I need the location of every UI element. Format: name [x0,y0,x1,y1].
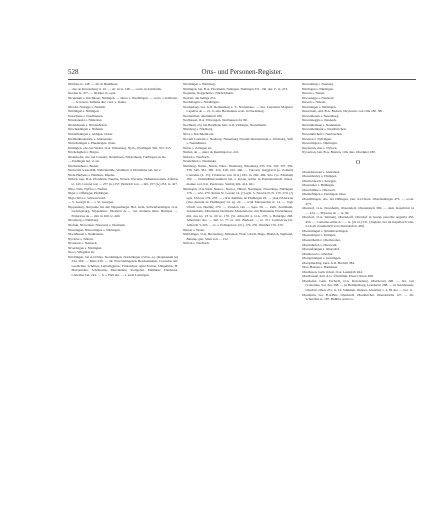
register-entry: Nuwnon s. Nyfringen. [302,136,332,141]
register-entry: Nödenhouen s. Nördenhofen. [68,122,108,127]
register-entry: Nuwenhouen s. Neuenberg. [302,113,340,118]
register-entry: Nogentie, Noggehem s. Nördeicheim. [183,91,234,96]
register-entry: Nuifen, de — unter de Reutlingen tz. 221. [183,150,240,155]
register-entry: Nuwenhemberk s. Neudörrichen. [302,127,347,132]
register-entry: Nödmanhouiessile s. Anlenanaie. [68,136,113,141]
register-entry: Oberbotdeach s. Striegen. [302,178,337,183]
register-entry: Nöde-Harbens s. Henburn, Mueler. [68,172,115,177]
register-entry: Nürnberg s. Nürnberg. [183,127,214,132]
register-entry: Nüsser s. Neuer. [183,227,205,232]
register-entry: Növe s. Kirchheim ein. [183,132,215,137]
register-entry: Nöscheklingen s. Nöheim. [68,127,104,132]
register-entry: Norbert, der heilige 231. [183,95,216,100]
page-title: Orts- und Personen-Register. [201,68,283,76]
register-entry: Nöttingen, bei. B.A. Pforzheim, Nelingen, Neilingen 331. 136. dez. E. tz. 473. [183,86,288,91]
register-entry: Oberdillingen, obs. bei Dillingen, bair. A.O.Stetz. Oberdisslingen 473. — scola. 473. [302,197,414,206]
register-entry: Nasachene s. Nordhausen. [68,113,104,118]
register-entry: Obergröningen s. Gröningen. [302,256,342,261]
header-rule [68,79,416,80]
register-entry: Nyverne s. Nöfern. [68,236,94,241]
register-entry: Nicentium s. Kirchhaus, Nirtingen. — shoro s. Wachlingen. — scola. s. Kimbour. — Je navero Tullians duz. card. s. Roma. [68,95,178,105]
register-entry: Nuwertingen s. Nürtingen. [302,141,338,146]
register-entry: Nördlingen s. Nürnberg. [183,82,216,86]
register-entry: Niuszingen, Nüwertingen s. Nürtingen. [68,227,121,232]
register-entry: Northauen, O.A. Ellwangen, Northausen 24. 80. [183,118,248,123]
register-entry: Nuber s. Zollegen sir. [183,145,212,150]
register-entry: Nimfaus tz. 148. — dit. in Burkhuon. [68,82,119,86]
register-entry: Oberentingen s. Nönöhiverdingen. [302,228,349,233]
register-column-1 [68,82,178,278]
register-entry: Nigra Silva s. Schwarzwald. [68,195,106,200]
register-entry: Niwoanggo s. Neunech. [302,95,335,100]
register-entry: Oberchimbe s. Oberweit. [302,187,336,192]
register-entry: Nuerchom, ond. B.A. Bretten, Nuybourn, von villa 180. 381. [302,109,384,114]
register-entry: Nivertingen s. Nürtingen. [68,245,103,250]
register-entry: Obergdlerding, kurz. A.O. Breiviti 384. [302,260,355,265]
register-entry: Oberstelsingen s. Obersdorf. [302,247,341,252]
register-column-2 [183,82,293,246]
register-entry: Oberhörin, bor. B.A.Bitz, Oberkirch, Oberkiricher, Oberekiriche 127. — dir. Scharchus tz. 187. Buhlfes sorter ts. [302,292,414,302]
register-entry: — dez. in Ravensburg tz. 16. — ert. in tz. 148. — scola. in Zeitafsilio. [68,86,163,91]
register-entry: Nordernhart, unermittelt 180. [183,113,223,118]
register-entry: Nufern s. Neufrach. [183,154,210,159]
register-entry: Nörenanesla s. Nüderstet. [68,118,103,123]
register-column-3 [302,82,414,302]
register-entry: — Endingen bei. st. sir. [68,159,100,164]
register-entry: Nuwen s. Nüwen. [302,100,326,105]
register-entry: Ober-Hausen s. Hauhenen. [302,265,338,270]
register-entry: Oberenhofen s. Oberwahl. [302,242,338,247]
register-entry: Oberhofen, Gem. Eschach, O.A. Ravensburg, Oberhoven 298. — der. von (Conradus, Sor. der. 298. — in Heiligenberg, Leutdertur 298. — in Sternhausen, Oberhof. Obers 251. tz. 16. Stimmen. Weisser, Abstetten 1. 4. 69 dos. — bei. 1r. [302,278,414,292]
register-entry: Nordelingen s. Nördlingen. [183,100,220,105]
register-entry: Obernderessen s. Andernost. [302,169,341,174]
register-entry: Nördernöhen s. Boden. [68,163,100,168]
register-entry: Obereslingen s. Eslingen. [302,233,337,238]
register-entry: Nivenack s. Neuneck. [68,241,98,246]
register-entry: Noa s. Wingdisa sir. [68,250,95,255]
register-entry: Nordhein, obj. bei Berghein, hair. A.O. Zöttinger, Nortenheim. [183,122,267,127]
register-entry: Nuwen s. Neuen. [302,91,326,96]
register-entry: Nuwenkirchen s. Neubrechen. [302,132,343,137]
register-entry: Nordau tz. 477. — Nidulst. K. opia. [68,91,117,96]
register-entry: Nitachi, Nölsgge s. Nedenh. [68,104,106,109]
register-entry: Nufran s. Neufrach. [183,241,210,246]
register-entry: Nuwenhoinsen s. Neukienen. [302,122,342,127]
register-entry: Oberhausen, hair. A.G. Übertimm, Eberer Ornos 468. [302,274,374,279]
register-entry: Nöllingen, obs. bei Weiler, O.A. Weinsberg, Nyrb., Nydlingen 302. 353. 315. [68,145,172,150]
register-entry: Nordenkrey, bei. A.O. Rothenburg a. T., Nortenbere. — dos. Lispoldus Magister Capellas de — 21. 6: also Hermannus scott. in Nordeberg. [183,104,293,114]
register-entry: Oberdorf, O.A. Neresheim, Oberendorf, Oberendorfe 369. — dom. Kapellavir in — 224. — Myrerus de — tz. 69. [302,206,414,215]
register-entry: Oberhowen s. Oberhof. [302,251,334,256]
register-entry: Niger s. Offüreger, Pfullingen. [68,191,109,196]
register-entry: Nyvernon, ben. B.A. Bretten, villa dies. Oberikler 180. [302,150,376,155]
register-entry: — S. Georgii in — s. St. Georgen. [68,200,115,205]
page-header [68,66,416,78]
register-entry: Nöblingen s. Nülingen. [68,109,100,114]
register-entry: Nuwenbnrg s. Neuburg. [302,82,335,86]
register-entry: Neudelinen s. Neulander. [183,159,217,164]
register-entry: Nöchelsgheit s. Bregss. [68,150,100,155]
section-letter: O [355,159,361,166]
register-entry: Nöderkofer, obs. bei Canstatt, Nöderhoen, Nörderhoen, Tuttlingen an die. [68,154,167,159]
register-entry: Oberentheim s. Oberberaner. [302,237,341,242]
register-entry: Nörterrill, westerhill, Nidermerälle, Walthurn st Wernlaime tub. bei 2. [68,168,162,173]
register-entry: Nuwenneggis s. Neuneck. [302,118,337,123]
register-entry: Nippenburg, burgruine bei den Nippenburger Hof, Gem. Schwieberdingen, O.A. Ludwigsburg, Nippenburc. Dietbern de — tuz. moineta mute. Herlipol. — Fridericus de — mil. in 260. tz. 460. [68,204,178,218]
register-entry: Nürtingen s. Nürtingen. [302,86,334,91]
register-entry: Nibo, Nibs, Nyffos s. Nuffen. [68,186,108,191]
register-entry: Oberhefingen s. Dettingen, Ober. [302,192,347,197]
register-entry: Nirenberg s. Nürnberg. [68,218,99,223]
register-entry: Obersloher s. Hölüngen. [302,183,335,188]
register-entry: Oberenberley s. Ehringen. [302,174,338,179]
register-entry: Nördlingen, bei A.O.Nörs. Nordelingen, Nordelingen civitas, eq. (magnusium in) 234. 269. — Mass 430. — dir. Nowrdelingensis Brackenmaistr. Conradus am; Gastlichus, Schöltes; Leibadiggutas; Friderichus; agnd Fortner. Uhlgehilas; H. Marquardus; Schribarius, Marcmanns; Stollgeber, Mahlntur; Dietherus, Cönradus bei. 224. — S. s. Hall ein. — s. auch Lauringen. [68,254,178,277]
register-entry: Nisfrun, Nisvernon, Niswaren s. Neufrank. [68,222,126,227]
register-entry: Novum Castrum s. Neuburg, Neuenburg Novum Monasterium s. Wirzburg, Stift s. Neumünster. [183,136,293,146]
register-entry: Nörtelislingen s. Pluenirigen, Oster. [68,141,116,146]
register-entry: Nüfridinger, O.A. Herrenberg, Nüwenen, Wolf, Ulrich, Hugo, Heinrich, Sigmund, Betulus, gen. Silan von — 152. [183,232,293,241]
register-entry: Oberhusen, Gem. Kössl, O.A. Leutkirch 464. [302,269,363,274]
page-number: 528 [68,68,79,76]
register-entry: Niwishouen s. Neuhausen. [68,232,104,237]
register-entry: Nöntelinlingen s. Aldigen, Ostrer. [68,132,114,137]
register-entry: Nürtingen, O.A.Stadt, Nueror., Nuwer., Hüscn, Nurlingen, Nwertingo, Nürtingen 179. — ecla. 270. Petrus St. Lorenz 14. (?) egla. S. Nicolai N. N. 179. 270. (?) egla. Ulrious 179. 270. — curia dominus de Pfullingen 24. — plek Fridericus (also dearum de Pfullingen) 24. eg. 24. — scult Marquardus tz. 14. — Vogt Ulrich von Nueling 270. — Zwielen van — Sepe 50. — Zeilt. Zeitlmann, Zeitiermann, Zitleimann Declinatio Moneterioles, mit Brennantis Eiwinduuses, mil. dos ist. 23 tz. 69 tz. 170. (St. Albrecht 4. O.A. 270, s. Heinrigie 268. Albertinus dos. — mil. tz. 77. tz. 310. Burkard. — tz. 371. Ludewicus (St. Albrecht 3. 205. — tz. s. Erdingen ist. (N.). 179. 270. Wernher 179. 270. [183,186,293,227]
register-entry: Nöfern, ben. D.A. Pfortheim, Nierme, Nivern, Nyverne, Hohenniwernen. Alfartas tz. 143. Conrad von — 257 (n.) 257. Heinrich von — mil. 257 (n.) 253. tz. 427. [68,177,178,187]
register-entry: Oberdorf, O.A. Tettnang, Oberndorff, Oberdorf in bourgs parochie Argenbt 430. 456. — Conradus miles dc. — tz. (da O.) 231. (zugleist, der im Kapelbach sitzt, ist doch verumatlich von Oberndorferr 430). [302,215,414,229]
register-entry: Nürnberg, Nuren., Niren., Nüre., Nirenberg, Nürenberg 235. 331. 330. 337. 339. 339. 340. 381. 396. 416. 418. 419. 460. — burcarii, burggravii (o. Zollern) Conradus (n. 15); Fridericus von 4111) 183. 2a 260. 406. Sila 1ys. Elisabeth 182. — Domndilherranimerit bei. s. Kreuz, spitler in Premonsantsch, mixes. monke. ord. frat. Predicator. Sterbig 404. 414. 461. [183,163,293,187]
register-entry: Nuröttingen s. Nürtingen. [302,104,337,109]
register-entry: Nuybornn, thio s. Nyborn. [302,145,338,150]
